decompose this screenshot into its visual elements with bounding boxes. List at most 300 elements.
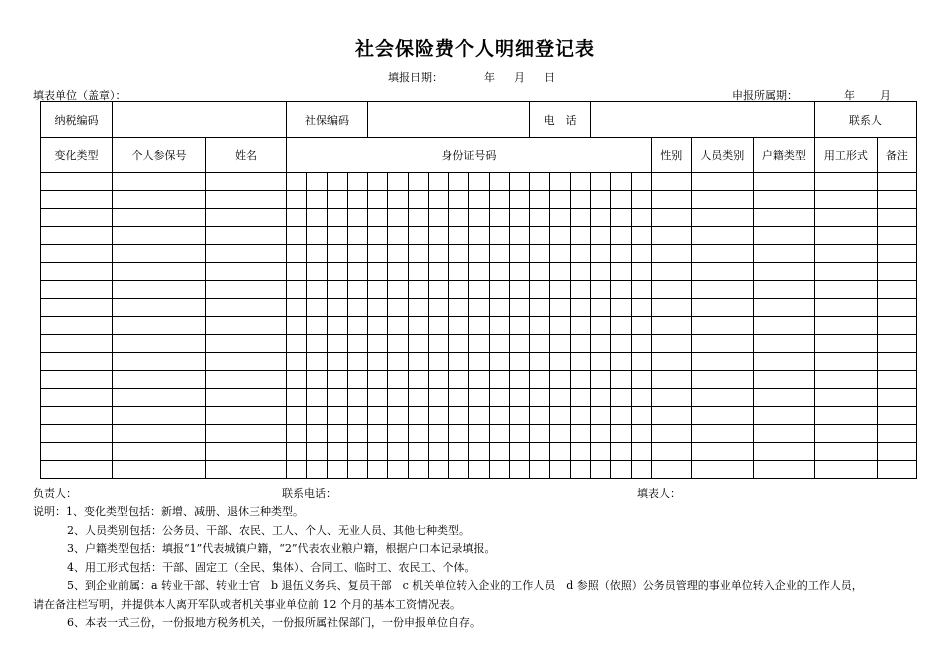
table-cell[interactable] [550,281,570,299]
table-cell[interactable] [509,371,529,389]
table-cell[interactable] [814,245,877,263]
table-cell[interactable] [327,335,347,353]
table-cell[interactable] [877,173,916,191]
table-cell[interactable] [469,389,489,407]
table-cell[interactable] [469,299,489,317]
table-cell[interactable] [550,425,570,443]
table-cell[interactable] [449,461,469,479]
table-cell[interactable] [530,191,550,209]
table-cell[interactable] [388,263,408,281]
table-cell[interactable] [449,263,469,281]
phone-field[interactable] [591,102,815,138]
table-cell[interactable] [691,371,753,389]
table-cell[interactable] [509,425,529,443]
table-cell[interactable] [428,191,448,209]
table-cell[interactable] [469,281,489,299]
table-cell[interactable] [388,281,408,299]
table-cell[interactable] [428,335,448,353]
table-cell[interactable] [753,191,814,209]
table-cell[interactable] [408,191,428,209]
table-cell[interactable] [611,389,631,407]
table-cell[interactable] [753,389,814,407]
table-cell[interactable] [591,443,611,461]
table-cell[interactable] [611,335,631,353]
table-cell[interactable] [651,227,691,245]
table-cell[interactable] [489,335,509,353]
table-cell[interactable] [550,335,570,353]
table-cell[interactable] [691,353,753,371]
table-cell[interactable] [469,461,489,479]
table-cell[interactable] [550,191,570,209]
table-cell[interactable] [651,191,691,209]
table-cell[interactable] [428,425,448,443]
table-cell[interactable] [753,245,814,263]
table-cell[interactable] [753,425,814,443]
table-cell[interactable] [41,227,113,245]
table-cell[interactable] [530,425,550,443]
table-cell[interactable] [347,371,367,389]
table-cell[interactable] [469,407,489,425]
table-cell[interactable] [408,263,428,281]
table-cell[interactable] [469,209,489,227]
table-cell[interactable] [41,281,113,299]
table-cell[interactable] [113,353,206,371]
table-cell[interactable] [530,299,550,317]
table-cell[interactable] [489,281,509,299]
table-cell[interactable] [489,461,509,479]
table-cell[interactable] [691,209,753,227]
table-cell[interactable] [307,299,327,317]
table-cell[interactable] [113,443,206,461]
table-cell[interactable] [287,317,307,335]
table-cell[interactable] [631,263,651,281]
table-cell[interactable] [307,227,327,245]
table-cell[interactable] [41,443,113,461]
table-cell[interactable] [550,245,570,263]
table-cell[interactable] [307,191,327,209]
table-cell[interactable] [550,263,570,281]
table-cell[interactable] [41,371,113,389]
table-cell[interactable] [368,209,388,227]
table-cell[interactable] [611,245,631,263]
table-cell[interactable] [368,425,388,443]
table-cell[interactable] [368,371,388,389]
table-cell[interactable] [408,353,428,371]
table-cell[interactable] [631,317,651,335]
table-cell[interactable] [814,227,877,245]
table-cell[interactable] [388,317,408,335]
table-cell[interactable] [408,245,428,263]
table-cell[interactable] [368,173,388,191]
table-cell[interactable] [509,335,529,353]
table-cell[interactable] [591,389,611,407]
table-cell[interactable] [327,461,347,479]
table-cell[interactable] [489,173,509,191]
table-cell[interactable] [408,299,428,317]
table-cell[interactable] [489,353,509,371]
table-cell[interactable] [327,443,347,461]
table-cell[interactable] [611,191,631,209]
table-cell[interactable] [509,461,529,479]
table-cell[interactable] [206,227,287,245]
table-cell[interactable] [368,263,388,281]
table-cell[interactable] [631,461,651,479]
table-cell[interactable] [469,317,489,335]
table-cell[interactable] [388,371,408,389]
table-cell[interactable] [347,245,367,263]
table-cell[interactable] [388,461,408,479]
table-cell[interactable] [570,407,590,425]
table-cell[interactable] [550,443,570,461]
table-cell[interactable] [287,407,307,425]
table-cell[interactable] [206,407,287,425]
table-cell[interactable] [530,461,550,479]
table-cell[interactable] [753,371,814,389]
table-cell[interactable] [753,443,814,461]
table-cell[interactable] [113,209,206,227]
table-cell[interactable] [814,371,877,389]
table-cell[interactable] [428,461,448,479]
table-cell[interactable] [591,263,611,281]
table-cell[interactable] [591,425,611,443]
table-cell[interactable] [570,281,590,299]
table-cell[interactable] [287,191,307,209]
table-cell[interactable] [469,371,489,389]
table-cell[interactable] [570,209,590,227]
table-cell[interactable] [327,299,347,317]
table-cell[interactable] [347,353,367,371]
table-cell[interactable] [691,389,753,407]
table-cell[interactable] [877,191,916,209]
table-cell[interactable] [509,317,529,335]
table-cell[interactable] [347,317,367,335]
table-cell[interactable] [368,353,388,371]
table-cell[interactable] [489,263,509,281]
table-cell[interactable] [570,353,590,371]
table-cell[interactable] [631,389,651,407]
table-cell[interactable] [814,461,877,479]
table-cell[interactable] [428,299,448,317]
table-cell[interactable] [368,227,388,245]
table-cell[interactable] [631,335,651,353]
table-cell[interactable] [469,173,489,191]
table-cell[interactable] [287,281,307,299]
table-cell[interactable] [428,371,448,389]
table-cell[interactable] [509,443,529,461]
table-cell[interactable] [428,389,448,407]
table-cell[interactable] [368,407,388,425]
table-cell[interactable] [347,263,367,281]
table-cell[interactable] [530,227,550,245]
table-cell[interactable] [41,245,113,263]
table-cell[interactable] [469,425,489,443]
table-cell[interactable] [814,281,877,299]
table-cell[interactable] [113,281,206,299]
table-cell[interactable] [489,245,509,263]
table-cell[interactable] [41,191,113,209]
table-cell[interactable] [591,245,611,263]
table-cell[interactable] [530,371,550,389]
table-cell[interactable] [877,263,916,281]
table-cell[interactable] [631,209,651,227]
table-cell[interactable] [509,245,529,263]
table-cell[interactable] [611,299,631,317]
table-cell[interactable] [449,299,469,317]
table-cell[interactable] [469,227,489,245]
table-cell[interactable] [814,443,877,461]
table-cell[interactable] [307,353,327,371]
table-cell[interactable] [327,353,347,371]
table-cell[interactable] [408,209,428,227]
table-cell[interactable] [509,281,529,299]
table-cell[interactable] [327,209,347,227]
table-cell[interactable] [570,245,590,263]
table-cell[interactable] [307,461,327,479]
table-cell[interactable] [877,245,916,263]
table-cell[interactable] [287,389,307,407]
table-cell[interactable] [877,371,916,389]
table-cell[interactable] [347,227,367,245]
table-cell[interactable] [41,425,113,443]
table-cell[interactable] [753,353,814,371]
table-cell[interactable] [327,371,347,389]
table-cell[interactable] [469,335,489,353]
table-cell[interactable] [631,407,651,425]
table-cell[interactable] [449,317,469,335]
table-cell[interactable] [570,371,590,389]
table-cell[interactable] [814,173,877,191]
table-cell[interactable] [691,245,753,263]
table-cell[interactable] [611,443,631,461]
table-cell[interactable] [550,407,570,425]
table-cell[interactable] [408,281,428,299]
table-cell[interactable] [550,371,570,389]
table-cell[interactable] [408,443,428,461]
table-cell[interactable] [570,299,590,317]
table-cell[interactable] [570,443,590,461]
table-cell[interactable] [428,407,448,425]
table-cell[interactable] [877,209,916,227]
table-cell[interactable] [530,389,550,407]
table-cell[interactable] [307,281,327,299]
table-cell[interactable] [509,173,529,191]
table-cell[interactable] [206,389,287,407]
table-cell[interactable] [307,317,327,335]
table-cell[interactable] [631,299,651,317]
table-cell[interactable] [691,443,753,461]
table-cell[interactable] [41,173,113,191]
table-cell[interactable] [113,389,206,407]
table-cell[interactable] [753,209,814,227]
table-cell[interactable] [307,425,327,443]
table-cell[interactable] [651,389,691,407]
table-cell[interactable] [307,209,327,227]
table-cell[interactable] [428,353,448,371]
table-cell[interactable] [449,245,469,263]
table-cell[interactable] [327,389,347,407]
table-cell[interactable] [449,443,469,461]
table-cell[interactable] [509,389,529,407]
table-cell[interactable] [550,209,570,227]
table-cell[interactable] [206,335,287,353]
table-cell[interactable] [877,353,916,371]
table-cell[interactable] [814,353,877,371]
table-cell[interactable] [327,425,347,443]
table-cell[interactable] [489,191,509,209]
table-cell[interactable] [509,353,529,371]
table-cell[interactable] [206,263,287,281]
table-cell[interactable] [327,173,347,191]
table-cell[interactable] [591,281,611,299]
table-cell[interactable] [753,317,814,335]
table-cell[interactable] [428,173,448,191]
table-cell[interactable] [287,425,307,443]
table-cell[interactable] [631,245,651,263]
table-cell[interactable] [570,317,590,335]
table-cell[interactable] [428,209,448,227]
table-cell[interactable] [651,407,691,425]
table-cell[interactable] [489,371,509,389]
table-cell[interactable] [631,227,651,245]
table-cell[interactable] [753,281,814,299]
table-cell[interactable] [388,173,408,191]
table-cell[interactable] [591,353,611,371]
table-cell[interactable] [691,335,753,353]
table-cell[interactable] [877,299,916,317]
table-cell[interactable] [428,281,448,299]
table-cell[interactable] [428,245,448,263]
table-cell[interactable] [814,191,877,209]
table-cell[interactable] [691,281,753,299]
table-cell[interactable] [611,425,631,443]
table-cell[interactable] [449,335,469,353]
table-cell[interactable] [550,461,570,479]
table-cell[interactable] [41,299,113,317]
table-cell[interactable] [611,461,631,479]
table-cell[interactable] [347,173,367,191]
table-cell[interactable] [753,407,814,425]
table-cell[interactable] [814,407,877,425]
table-cell[interactable] [753,299,814,317]
table-cell[interactable] [877,389,916,407]
table-cell[interactable] [327,191,347,209]
table-cell[interactable] [287,371,307,389]
table-cell[interactable] [570,461,590,479]
table-cell[interactable] [814,317,877,335]
table-cell[interactable] [41,353,113,371]
table-cell[interactable] [611,407,631,425]
table-cell[interactable] [877,227,916,245]
table-cell[interactable] [691,317,753,335]
table-cell[interactable] [41,461,113,479]
table-cell[interactable] [691,227,753,245]
table-cell[interactable] [428,317,448,335]
table-cell[interactable] [611,353,631,371]
table-cell[interactable] [591,299,611,317]
table-cell[interactable] [307,443,327,461]
table-cell[interactable] [651,443,691,461]
table-cell[interactable] [113,191,206,209]
table-cell[interactable] [651,461,691,479]
table-cell[interactable] [307,407,327,425]
table-cell[interactable] [408,461,428,479]
table-cell[interactable] [469,191,489,209]
table-cell[interactable] [570,173,590,191]
table-cell[interactable] [877,281,916,299]
table-cell[interactable] [530,353,550,371]
table-cell[interactable] [206,173,287,191]
table-cell[interactable] [570,263,590,281]
table-cell[interactable] [591,227,611,245]
table-cell[interactable] [449,407,469,425]
table-cell[interactable] [530,173,550,191]
table-cell[interactable] [611,173,631,191]
tax-id-field[interactable] [113,102,287,138]
table-cell[interactable] [287,245,307,263]
table-cell[interactable] [113,227,206,245]
table-cell[interactable] [550,389,570,407]
table-cell[interactable] [41,263,113,281]
table-cell[interactable] [489,443,509,461]
table-cell[interactable] [631,173,651,191]
table-cell[interactable] [651,335,691,353]
table-cell[interactable] [388,407,408,425]
table-cell[interactable] [651,371,691,389]
table-cell[interactable] [206,209,287,227]
table-cell[interactable] [691,191,753,209]
table-cell[interactable] [347,335,367,353]
table-cell[interactable] [530,245,550,263]
table-cell[interactable] [113,299,206,317]
table-cell[interactable] [489,299,509,317]
table-cell[interactable] [347,389,367,407]
table-cell[interactable] [449,425,469,443]
table-cell[interactable] [570,425,590,443]
table-cell[interactable] [388,389,408,407]
table-cell[interactable] [651,209,691,227]
table-cell[interactable] [651,299,691,317]
table-cell[interactable] [307,335,327,353]
table-cell[interactable] [206,299,287,317]
table-cell[interactable] [368,335,388,353]
table-cell[interactable] [408,407,428,425]
table-cell[interactable] [753,263,814,281]
table-cell[interactable] [814,209,877,227]
table-cell[interactable] [509,191,529,209]
table-cell[interactable] [509,299,529,317]
table-cell[interactable] [570,389,590,407]
table-cell[interactable] [651,245,691,263]
table-cell[interactable] [570,227,590,245]
table-cell[interactable] [347,209,367,227]
table-cell[interactable] [449,281,469,299]
table-cell[interactable] [113,317,206,335]
table-cell[interactable] [877,443,916,461]
table-cell[interactable] [449,209,469,227]
table-cell[interactable] [489,209,509,227]
table-cell[interactable] [347,407,367,425]
table-cell[interactable] [408,389,428,407]
table-cell[interactable] [489,389,509,407]
table-cell[interactable] [327,407,347,425]
table-cell[interactable] [651,353,691,371]
table-cell[interactable] [206,317,287,335]
table-cell[interactable] [570,191,590,209]
table-cell[interactable] [449,227,469,245]
table-cell[interactable] [877,335,916,353]
table-cell[interactable] [368,443,388,461]
table-cell[interactable] [347,191,367,209]
